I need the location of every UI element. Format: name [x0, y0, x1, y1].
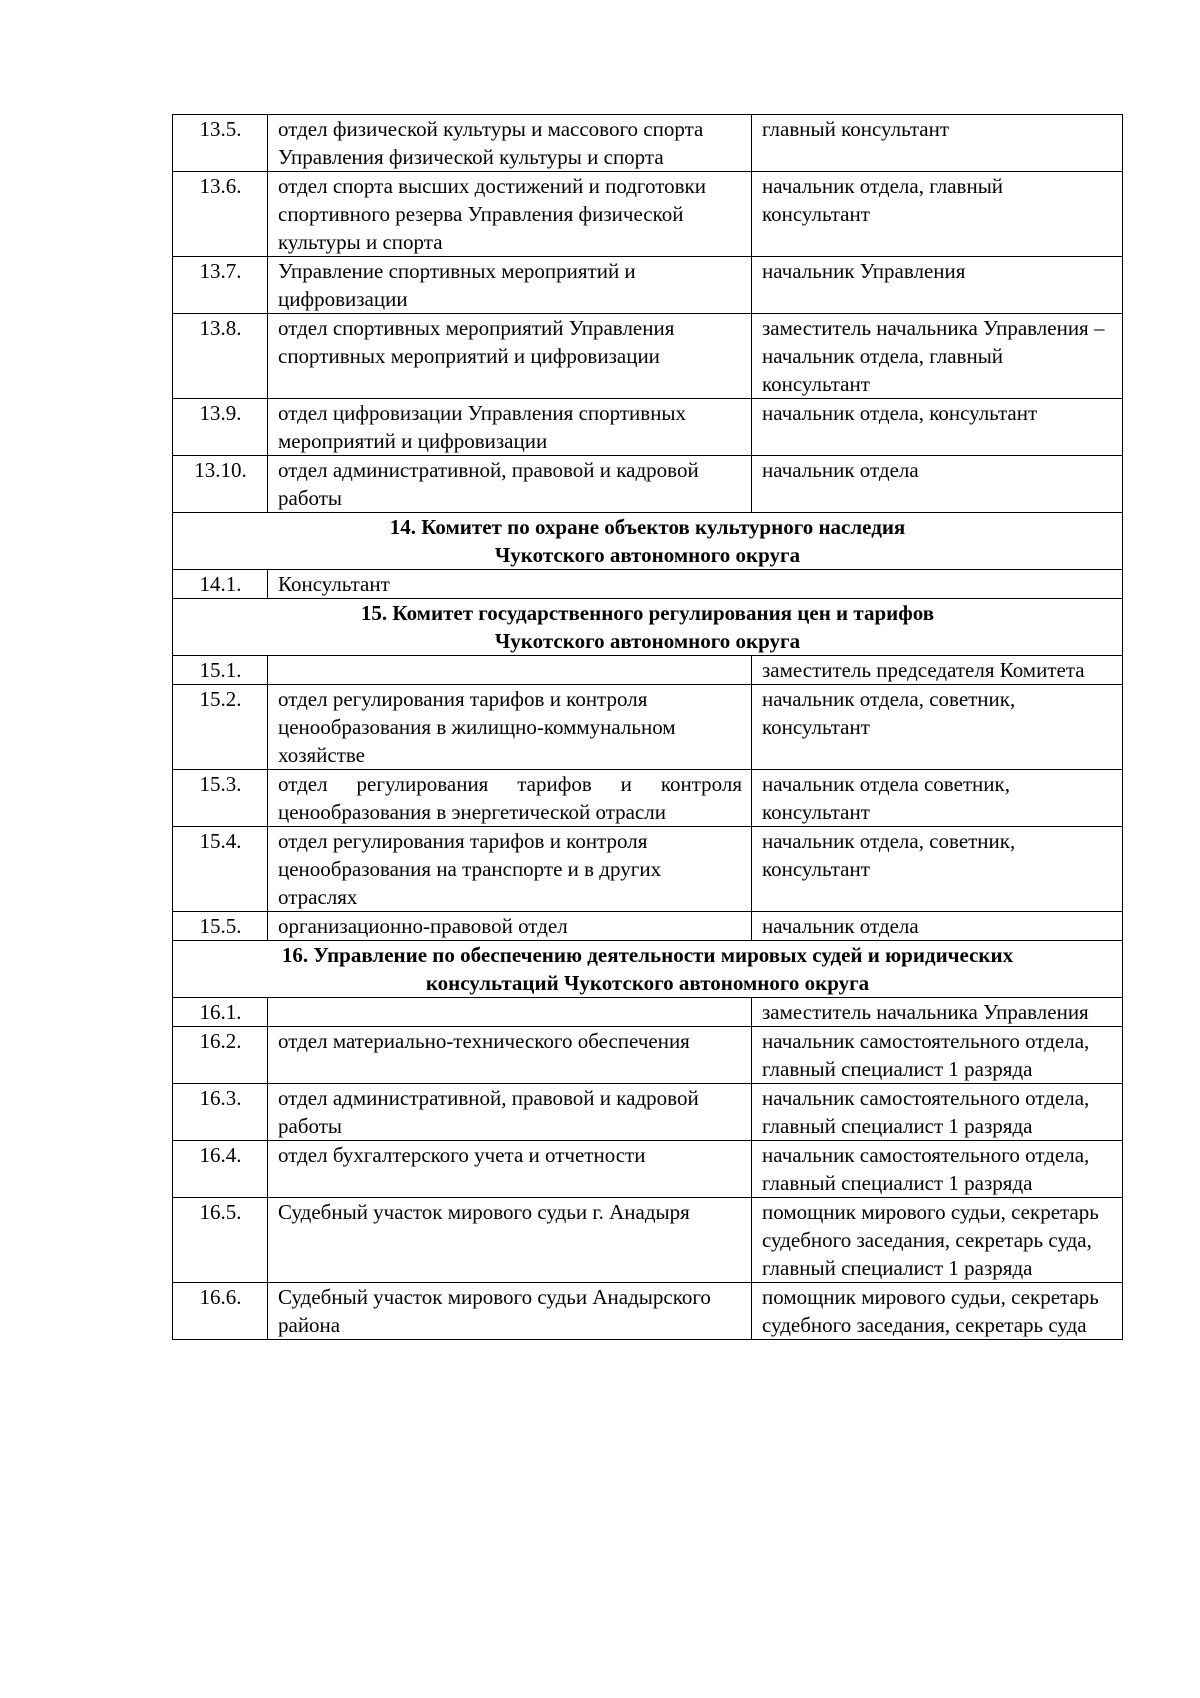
table-row — [173, 314, 1123, 399]
positions-cell: начальник самостоятельного отдела, главный специалист 1 разряда — [752, 1141, 1123, 1198]
unit-name-cell: отдел цифровизации Управления спортивных мероприятий и цифровизации — [268, 399, 752, 456]
table-row — [173, 685, 1123, 770]
unit-name-cell: Консультант — [268, 570, 1123, 599]
table-row — [173, 827, 1123, 912]
table-row — [173, 998, 1123, 1027]
positions-table — [172, 114, 1123, 1340]
row-number-cell: 15.5. — [173, 912, 268, 941]
table-row — [173, 656, 1123, 685]
row-number-cell: 13.8. — [173, 314, 268, 399]
row-number-cell: 15.3. — [173, 770, 268, 827]
table-row — [173, 1084, 1123, 1141]
row-number-cell: 16.3. — [173, 1084, 268, 1141]
unit-name-cell: организационно-правовой отдел — [268, 912, 752, 941]
section-heading-cell — [173, 599, 1123, 656]
unit-name-cell: отдел административной, правовой и кадровой работы — [268, 1084, 752, 1141]
table-row — [173, 770, 1123, 827]
positions-cell: заместитель начальника Управления — [752, 998, 1123, 1027]
positions-cell: начальник отдела, советник, консультант — [752, 827, 1123, 912]
positions-cell: начальник отдела советник, консультант — [752, 770, 1123, 827]
positions-cell: начальник самостоятельного отдела, главный специалист 1 разряда — [752, 1027, 1123, 1084]
positions-table-body — [173, 115, 1123, 1340]
row-number-cell: 14.1. — [173, 570, 268, 599]
row-number-cell: 16.5. — [173, 1198, 268, 1283]
unit-name-cell: отдел регулирования тарифов и контроля ценообразования в жилищно-коммунальном хозяйстве — [268, 685, 752, 770]
row-number-cell: 15.2. — [173, 685, 268, 770]
row-number-cell: 13.7. — [173, 257, 268, 314]
row-number-cell: 15.1. — [173, 656, 268, 685]
unit-name-cell: отдел административной, правовой и кадровой работы — [268, 456, 752, 513]
section-heading-line: 16. Управление по обеспечению деятельности мировых судей и юридических — [281, 943, 1014, 967]
table-row — [173, 257, 1123, 314]
unit-name-cell — [268, 656, 752, 685]
table-row — [173, 912, 1123, 941]
table-row — [173, 1141, 1123, 1198]
positions-cell: заместитель председателя Комитета — [752, 656, 1123, 685]
table-row — [173, 172, 1123, 257]
positions-cell: начальник самостоятельного отдела, главный специалист 1 разряда — [752, 1084, 1123, 1141]
unit-name-cell: отдел физической культуры и массового спорта Управления физической культуры и спорта — [268, 115, 752, 172]
table-row — [173, 1198, 1123, 1283]
table-row — [173, 115, 1123, 172]
unit-name-cell: отдел регулирования тарифов и контроля ценообразования в энергетической отрасли — [268, 770, 752, 827]
unit-name-cell: Управление спортивных мероприятий и цифровизации — [268, 257, 752, 314]
unit-name-cell: отдел спорта высших достижений и подготовки спортивного резерва Управления физической культуры и спорта — [268, 172, 752, 257]
row-number-cell: 13.6. — [173, 172, 268, 257]
positions-cell: помощник мирового судьи, секретарь судебного заседания, секретарь суда — [752, 1283, 1123, 1340]
row-number-cell: 16.4. — [173, 1141, 268, 1198]
unit-name-cell: отдел материально-технического обеспечения — [268, 1027, 752, 1084]
section-heading-row — [173, 599, 1123, 656]
section-heading-line: консультаций Чукотского автономного округа — [425, 971, 870, 995]
row-number-cell: 16.1. — [173, 998, 268, 1027]
section-heading-line: Чукотского автономного округа — [494, 629, 801, 653]
row-number-cell: 13.10. — [173, 456, 268, 513]
positions-cell: начальник Управления — [752, 257, 1123, 314]
unit-name-cell — [268, 998, 752, 1027]
row-number-cell: 15.4. — [173, 827, 268, 912]
table-row — [173, 456, 1123, 513]
row-number-cell: 13.9. — [173, 399, 268, 456]
section-heading-line: 14. Комитет по охране объектов культурного наследия — [389, 515, 906, 539]
positions-cell: начальник отдела — [752, 456, 1123, 513]
section-heading-line: Чукотского автономного округа — [494, 543, 801, 567]
unit-name-cell: отдел бухгалтерского учета и отчетности — [268, 1141, 752, 1198]
table-row — [173, 1027, 1123, 1084]
unit-name-cell: Судебный участок мирового судьи Анадырского района — [268, 1283, 752, 1340]
unit-name-cell: отдел спортивных мероприятий Управления спортивных мероприятий и цифровизации — [268, 314, 752, 399]
positions-cell: начальник отдела, советник, консультант — [752, 685, 1123, 770]
section-heading-cell — [173, 941, 1123, 998]
table-row — [173, 399, 1123, 456]
row-number-cell: 16.6. — [173, 1283, 268, 1340]
unit-name-cell: отдел регулирования тарифов и контроля ценообразования на транспорте и в других отраслях — [268, 827, 752, 912]
section-heading-line: 15. Комитет государственного регулирования цен и тарифов — [360, 601, 935, 625]
row-number-cell: 13.5. — [173, 115, 268, 172]
positions-cell: начальник отдела, консультант — [752, 399, 1123, 456]
section-heading-cell — [173, 513, 1123, 570]
positions-cell: помощник мирового судьи, секретарь судебного заседания, секретарь суда, главный специалист 1 разряда — [752, 1198, 1123, 1283]
unit-name-cell: Судебный участок мирового судьи г. Анадыря — [268, 1198, 752, 1283]
positions-cell: заместитель начальника Управления – начальник отдела, главный консультант — [752, 314, 1123, 399]
section-heading-row — [173, 941, 1123, 998]
table-row — [173, 570, 1123, 599]
positions-cell: главный консультант — [752, 115, 1123, 172]
positions-cell: начальник отдела, главный консультант — [752, 172, 1123, 257]
positions-cell: начальник отдела — [752, 912, 1123, 941]
section-heading-row — [173, 513, 1123, 570]
table-row — [173, 1283, 1123, 1340]
row-number-cell: 16.2. — [173, 1027, 268, 1084]
